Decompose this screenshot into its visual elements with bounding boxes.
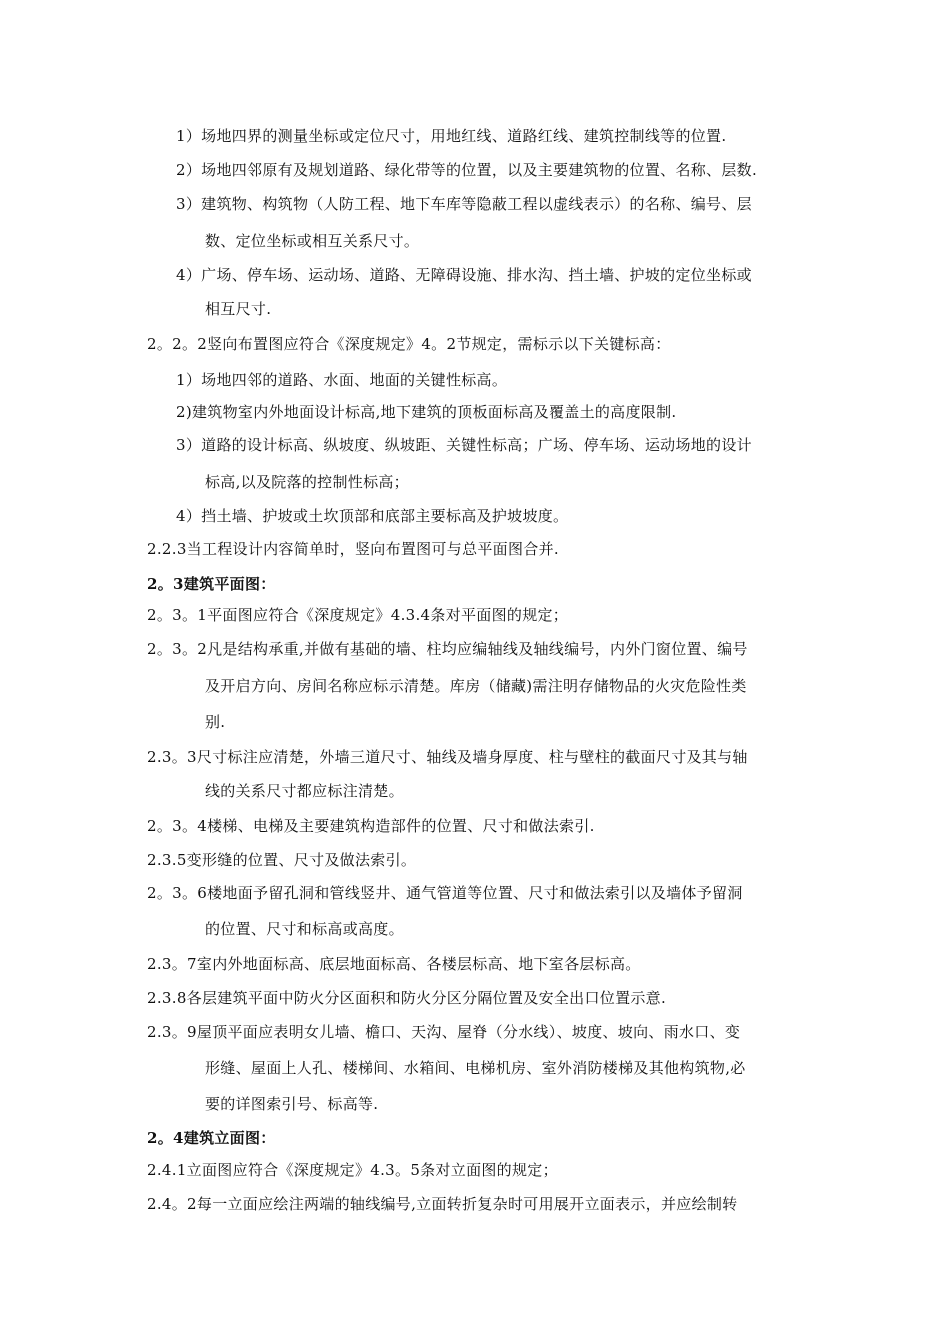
text-line: 形缝、屋面上人孔、楼梯间、水箱间、电梯机房、室外消防楼梯及其他构筑物,必: [205, 1059, 746, 1077]
text-line: 4）挡土墙、护坡或土坎顶部和底部主要标高及护坡坡度。: [176, 507, 569, 525]
section-heading: 2。3建筑平面图：: [147, 575, 276, 593]
text-line: 2.2.3当工程设计内容简单时，竖向布置图可与总平面图合并.: [147, 540, 559, 558]
text-line: 4）广场、停车场、运动场、道路、无障碍设施、排水沟、挡土墙、护坡的定位坐标或: [176, 266, 752, 284]
text-line: 2。3。6楼地面予留孔洞和管线竖井、通气管道等位置、尺寸和做法索引以及墙体予留洞: [147, 884, 743, 902]
text-line: 2.3。7室内外地面标高、底层地面标高、各楼层标高、地下室各层标高。: [147, 955, 641, 973]
text-line: 2。3。2凡是结构承重,并做有基础的墙、柱均应编轴线及轴线编号，内外门窗位置、编号: [147, 640, 748, 658]
text-line: 2）场地四邻原有及规划道路、绿化带等的位置，以及主要建筑物的位置、名称、层数.: [176, 161, 758, 179]
text-line: 1）场地四界的测量坐标或定位尺寸，用地红线、道路红线、建筑控制线等的位置.: [176, 127, 727, 145]
text-line: 相互尺寸.: [205, 300, 272, 318]
text-line: 3）道路的设计标高、纵坡度、纵坡距、关键性标高；广场、停车场、运动场地的设计: [176, 436, 752, 454]
text-line: 别.: [205, 713, 226, 731]
text-line: 2。2。2竖向布置图应符合《深度规定》4。2节规定，需标示以下关键标高：: [147, 335, 671, 353]
section-heading: 2。4建筑立面图：: [147, 1129, 276, 1147]
text-line: 数、定位坐标或相互关系尺寸。: [205, 232, 420, 250]
text-line: 2.3。9屋顶平面应表明女儿墙、檐口、天沟、屋脊（分水线）、坡度、坡向、雨水口、变: [147, 1023, 741, 1041]
text-line: 2。3。1平面图应符合《深度规定》4.3.4条对平面图的规定；: [147, 606, 569, 624]
text-line: 3）建筑物、构筑物（人防工程、地下车库等隐蔽工程以虚线表示）的名称、编号、层: [176, 195, 752, 213]
text-line: 要的详图索引号、标高等.: [205, 1095, 379, 1113]
text-line: 2.3.8各层建筑平面中防火分区面积和防火分区分隔位置及安全出口位置示意.: [147, 989, 667, 1007]
text-line: 2.4。2每一立面应绘注两端的轴线编号,立面转折复杂时可用展开立面表示，并应绘制转: [147, 1195, 738, 1213]
text-line: 线的关系尺寸都应标注清楚。: [205, 782, 404, 800]
text-line: 2。3。4楼梯、电梯及主要建筑构造部件的位置、尺寸和做法索引.: [147, 817, 595, 835]
text-line: 2.4.1立面图应符合《深度规定》4.3。5条对立面图的规定；: [147, 1161, 558, 1179]
text-line: 及开启方向、房间名称应标示清楚。库房（储藏)需注明存储物品的火灾危险性类: [205, 677, 747, 695]
text-line: 1）场地四邻的道路、水面、地面的关键性标高。: [176, 371, 508, 389]
text-line: 标高,以及院落的控制性标高；: [205, 473, 409, 491]
text-line: 的位置、尺寸和标高或高度。: [205, 920, 404, 938]
text-line: 2)建筑物室内外地面设计标高,地下建筑的顶板面标高及覆盖土的高度限制.: [176, 403, 677, 421]
text-line: 2.3。3尺寸标注应清楚，外墙三道尺寸、轴线及墙身厚度、柱与壁柱的截面尺寸及其与轴: [147, 748, 748, 766]
text-line: 2.3.5变形缝的位置、尺寸及做法索引。: [147, 851, 417, 869]
